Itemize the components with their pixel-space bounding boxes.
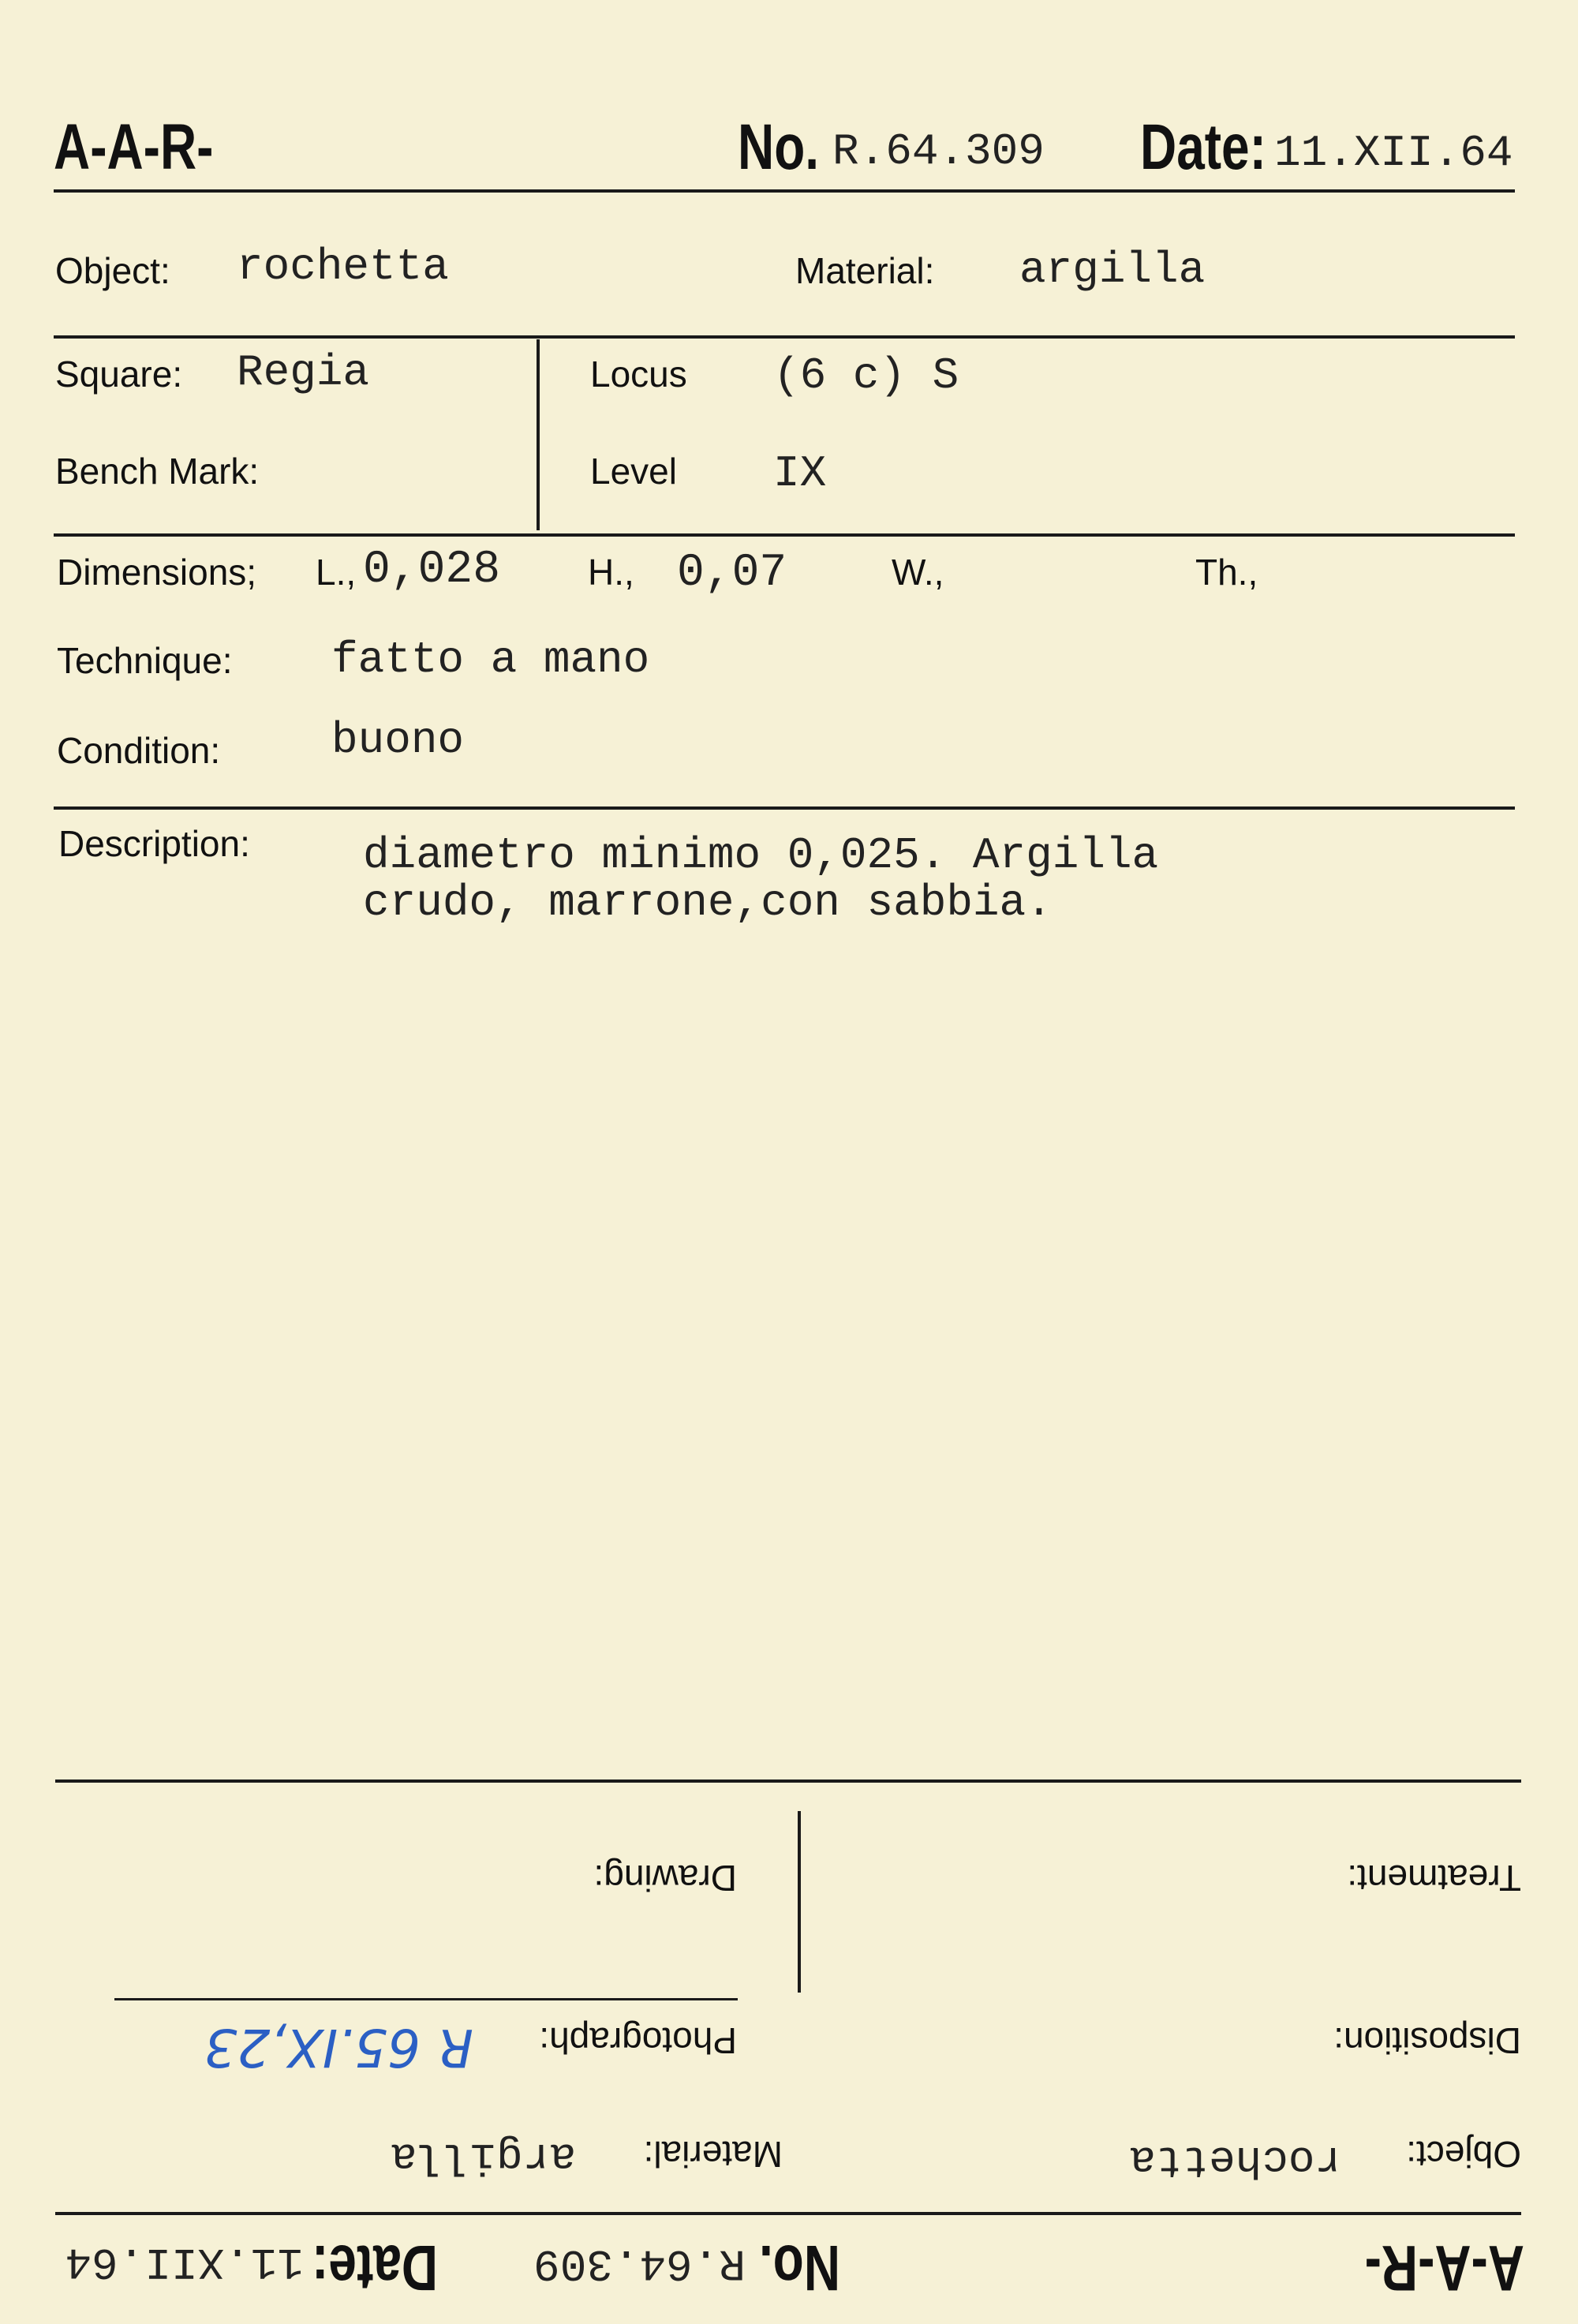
bottom-object-value: rochetta (1129, 2135, 1341, 2185)
locus-label: Locus (590, 354, 687, 395)
bottom-number-value: R.64.309 (533, 2238, 746, 2288)
bottom-drawing-label: Drawing: (593, 1858, 737, 1899)
width-label: W., (892, 552, 944, 593)
height-label: H., (588, 552, 634, 593)
bottom-photograph-underline (114, 1998, 738, 2000)
bottom-photograph-label: Photograph: (539, 2020, 737, 2061)
locus-value: (6 c) S (773, 350, 959, 401)
technique-value: fatto a mano (331, 634, 650, 685)
thickness-label: Th., (1195, 552, 1258, 593)
date-value: 11.XII.64 (1274, 128, 1513, 178)
locus-divider (54, 533, 1515, 537)
object-value: rochetta (237, 241, 449, 292)
condition-label: Condition: (57, 730, 221, 771)
bottom-section (0, 1657, 1578, 2324)
square-value: Regia (237, 347, 370, 398)
bottom-treatment-label: Treatment: (1347, 1858, 1521, 1899)
square-label: Square: (55, 354, 183, 395)
number-label: No. (738, 111, 820, 183)
level-value: IX (773, 448, 827, 499)
length-value: 0,028 (363, 545, 501, 596)
condition-divider (54, 806, 1515, 810)
bottom-header-divider (55, 2212, 1521, 2215)
length-label: L., (316, 552, 357, 593)
number-value: R.64.309 (832, 126, 1045, 177)
bench-mark-label: Bench Mark: (55, 451, 260, 492)
bottom-vertical-divider (798, 1811, 801, 1993)
header-divider (54, 189, 1515, 193)
height-value: 0,07 (677, 548, 787, 599)
series-label: A-A-R- (54, 111, 214, 183)
object-label: Object: (55, 250, 170, 291)
condition-value: buono (331, 715, 465, 765)
level-label: Level (590, 451, 677, 492)
material-label: Material: (795, 250, 935, 291)
object-divider (54, 335, 1515, 339)
photograph-handwritten-value: R 65.IX,23 (204, 2017, 473, 2078)
bottom-number-label: No. (758, 2232, 840, 2303)
description-label: Description: (58, 823, 250, 864)
technique-label: Technique: (57, 640, 233, 681)
bottom-date-value: 11.XII.64 (65, 2236, 304, 2287)
bottom-disposition-label: Disposition: (1333, 2020, 1521, 2061)
bottom-series-label: A-A-R- (1364, 2232, 1524, 2303)
description-line-1: diametro minimo 0,025. Argilla (363, 830, 1159, 881)
date-label: Date: (1140, 111, 1266, 183)
bottom-object-label: Object: (1406, 2134, 1521, 2175)
bottom-material-label: Material: (643, 2134, 783, 2175)
bottom-date-label: Date: (312, 2232, 438, 2303)
bottom-material-value: argilla (390, 2131, 576, 2182)
description-line-2: crudo, marrone,con sabbia. (363, 878, 1053, 928)
material-value: argilla (1019, 245, 1206, 295)
dimensions-label: Dimensions; (57, 552, 257, 593)
square-locus-divider (537, 339, 540, 530)
bottom-top-divider (55, 1779, 1521, 1783)
